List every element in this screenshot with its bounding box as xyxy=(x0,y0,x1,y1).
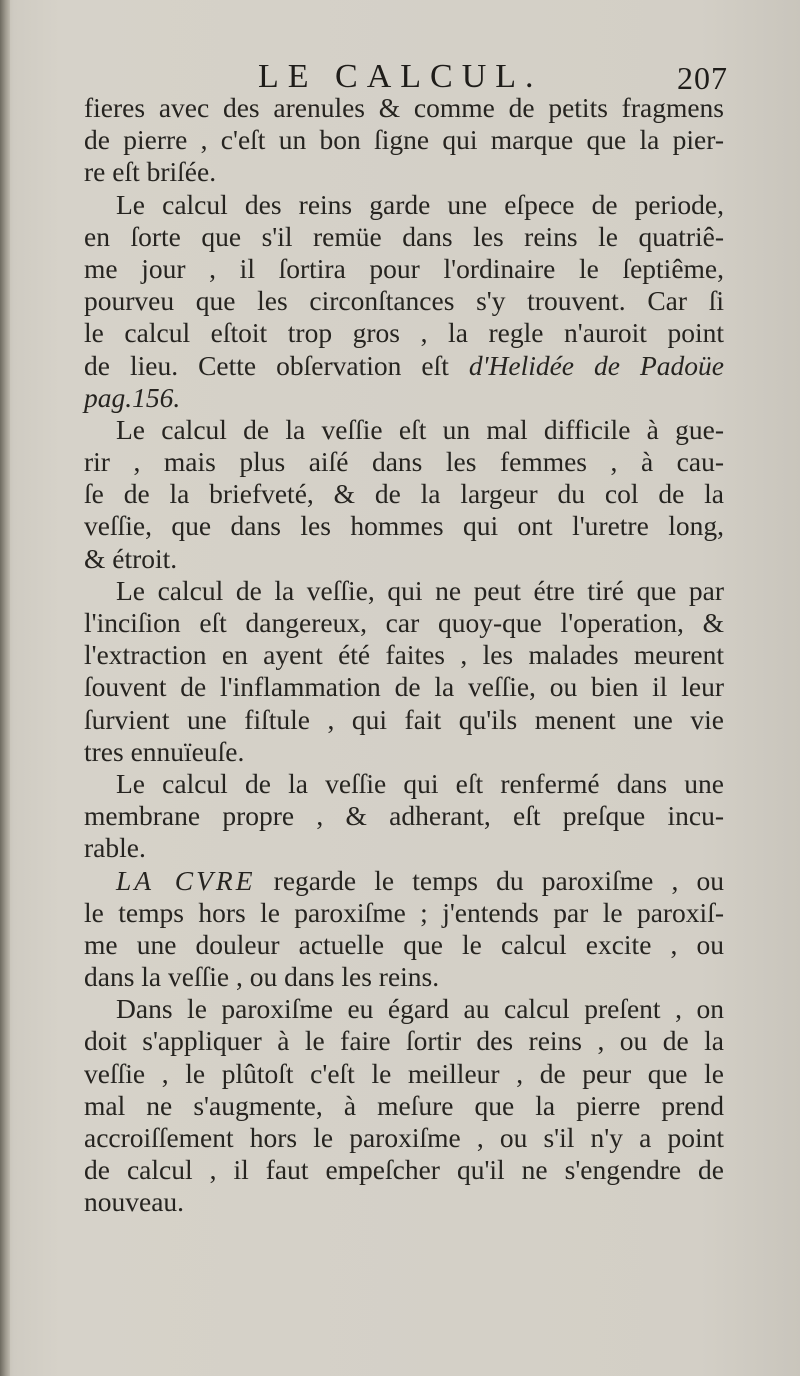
paragraph-start: Le calcul de la veſſie, qui ne peut étre tiré que par xyxy=(116,574,724,606)
citation-italic: d'Helidée de Padoüe xyxy=(468,349,724,381)
text-line: de pierre , c'eſt un bon ſigne qui marque que la pier- xyxy=(84,124,724,156)
text-line: le calcul eſtoit trop gros , la regle n'auroit point xyxy=(84,317,724,349)
page-number: 207 xyxy=(677,60,728,96)
text-line: l'extraction en ayent été faites , les malades meurent xyxy=(84,639,724,671)
text-line: me une douleur actuelle que le calcul excite , ou xyxy=(84,928,724,960)
text-line: pourveu que les circonſtances s'y trouvent. Car ſi xyxy=(84,285,724,317)
text-line: en ſorte que s'il remüe dans les reins le quatriê- xyxy=(84,220,724,252)
text-line: l'inciſion eſt dangereux, car quoy-que l'operation, & xyxy=(84,607,724,638)
text-line: rable. xyxy=(84,832,146,864)
text-line: ſe de la briefveté, & de la largeur du col de la xyxy=(84,478,724,510)
text-line: veſſie, que dans les hommes qui ont l'uretre long, xyxy=(84,510,724,542)
text-line: accroiſſement hors le paroxiſme , ou s'il n'y a point xyxy=(84,1122,724,1153)
paragraph-start: Le calcul de la veſſie qui eſt renfermé dans une xyxy=(116,767,724,799)
paragraph-start: Dans le paroxiſme eu égard au calcul preſent , on xyxy=(116,993,724,1025)
citation-page: pag.156. xyxy=(84,381,181,413)
text-line: dans la veſſie , ou dans les reins. xyxy=(84,961,440,993)
text-line: fieres avec des arenules & comme de petits fragmens xyxy=(84,92,724,123)
section-heading-line xyxy=(84,865,724,897)
body-text xyxy=(84,92,724,1219)
text-line: me jour , il ſortira pour l'ordinaire le ſeptiême, xyxy=(84,252,724,284)
paragraph-start: Le calcul de la veſſie eſt un mal difficile à gue- xyxy=(116,413,724,445)
text-line: re eſt briſée. xyxy=(84,156,217,188)
section-heading-italic: LA CVRE xyxy=(116,864,256,896)
text-fragment: regarde le temps du paroxiſme , ou xyxy=(273,864,724,896)
text-line: nouveau. xyxy=(84,1186,185,1218)
running-title: LE CALCUL. xyxy=(258,58,543,95)
page-binding-edge xyxy=(0,0,10,1376)
text-line: rir , mais plus aiſé dans les femmes , à cau- xyxy=(84,446,724,478)
text-line: veſſie , le plûtoſt c'eſt le meilleur , de peur que le xyxy=(84,1057,724,1089)
text-line: ſouvent de l'inflammation de la veſſie, ou bien il leur xyxy=(84,671,724,703)
text-line: tres ennuïeuſe. xyxy=(84,735,245,767)
text-line: le temps hors le paroxiſme ; j'entends par le paroxiſ- xyxy=(84,896,724,928)
text-line: & étroit. xyxy=(84,542,178,574)
paragraph-start: Le calcul des reins garde une eſpece de periode, xyxy=(116,188,724,220)
text-line: doit s'appliquer à le faire ſortir des reins , ou de la xyxy=(84,1025,724,1057)
text-line: de calcul , il faut empeſcher qu'il ne s'engendre de xyxy=(84,1154,724,1186)
text-line: ſurvient une fiſtule , qui fait qu'ils menent une vie xyxy=(84,703,724,735)
text-line: mal ne s'augmente, à meſure que la pierre prend xyxy=(84,1089,724,1121)
text-line: membrane propre , & adherant, eſt preſque incu- xyxy=(84,800,724,832)
text-line-with-citation xyxy=(84,350,724,382)
text-fragment: de lieu. Cette obſervation eſt xyxy=(84,349,449,381)
